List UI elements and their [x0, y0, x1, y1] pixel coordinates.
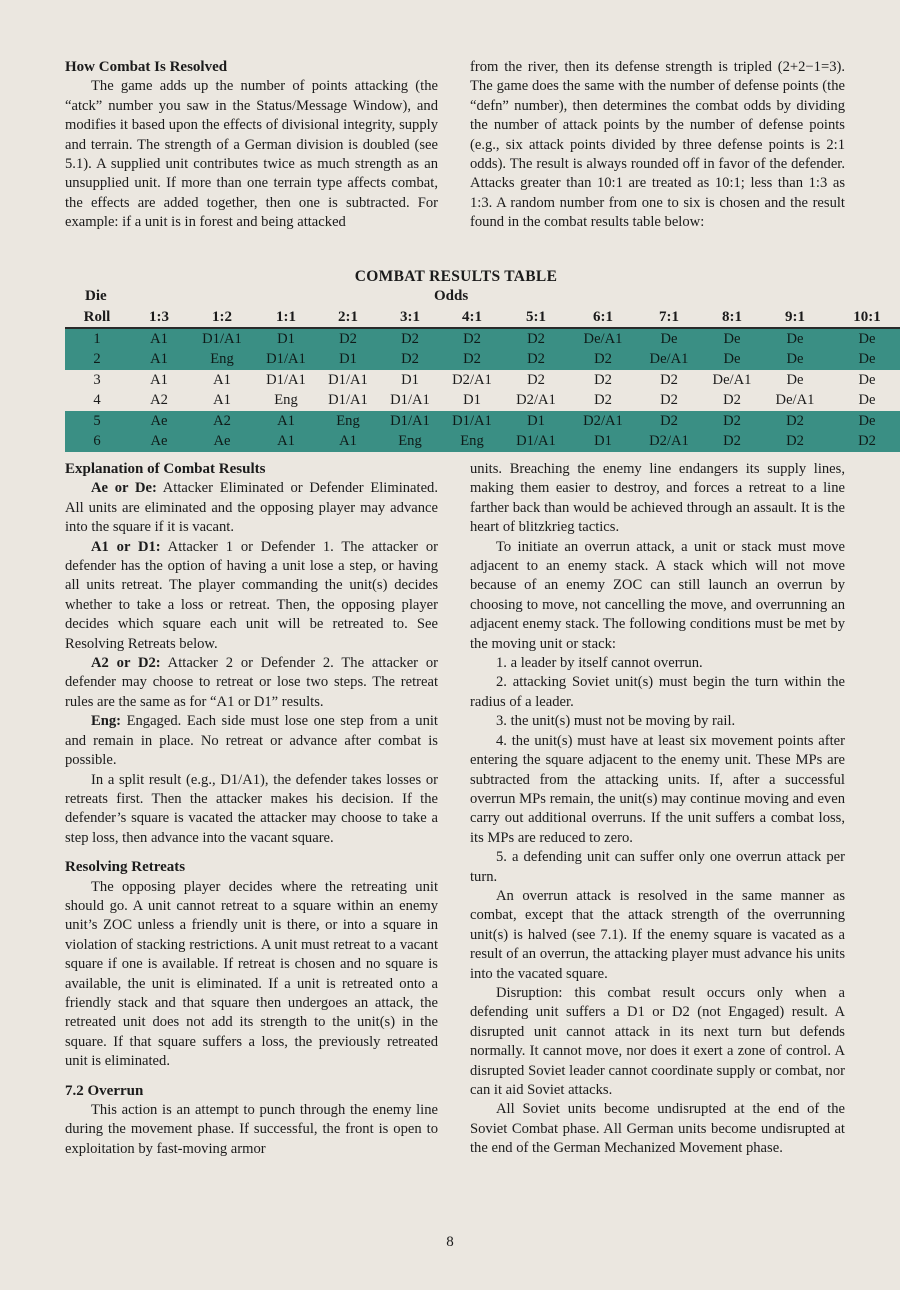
paragraph-breaching: units. Breaching the enemy line endangers its supply lines, making them easier to destroy, and forces a retreat to a line farther back than would be achieved through an assault. It is the heart of blitzkrieg tactics. [470, 461, 845, 536]
odds-column-header: 6:1 [569, 307, 637, 328]
result-cell: A1 [150, 371, 168, 388]
result-cell: D1/A1 [379, 411, 441, 432]
result-cell: D2 [441, 328, 503, 350]
odds-label: Odds [434, 288, 469, 304]
paragraph-disruption: Disruption: this combat result occurs only when a defending unit suffers a D1 or D2 (not Engaged) result. A disrupted unit cannot attack in its next turn but defends normally. It cannot move, nor does it exert a zone of control. A disrupted Soviet leader cannot coordinate supply or combat, nor can it aid Soviet attacks. [470, 984, 845, 1098]
result-cell: D2 [503, 350, 569, 371]
die-roll-cell: 1 [65, 328, 129, 350]
heading-how-combat-resolved: How Combat Is Resolved [65, 59, 228, 75]
combat-results-table [65, 268, 881, 452]
result-cell: D1/A1 [328, 371, 368, 388]
result-cell: De [637, 328, 701, 350]
text-a1-d1: Attacker 1 or Defender 1. The attacker or defender has the option of having a unit lose a step, or having all units retreat. The player commanding the unit(s) decides whether to take a loss or retreat. Then, the opposing player decides which square each unit will be retreated to. See Resolving Retreats below. [65, 538, 439, 652]
paragraph-a1-d1 [65, 538, 438, 654]
die-roll-cell: 6 [65, 432, 129, 453]
result-cell: De [827, 328, 900, 350]
result-cell: A1 [255, 432, 317, 453]
lower-left-column [65, 460, 438, 1159]
result-cell: Ae [129, 411, 189, 432]
result-cell: A2 [150, 392, 168, 409]
paragraph-overrun-resolved: An overrun attack is resolved in the same manner as combat, except that the attack strength of the overrunning unit(s) is halved (see 7.1). If the enemy square is vacated as a result of an overrun, the attacking player must advance his units into the vacated square. [470, 887, 845, 982]
intro-right-column [470, 58, 845, 233]
result-cell: Eng [379, 432, 441, 453]
spacer [65, 848, 438, 858]
result-cell: De [786, 371, 804, 388]
result-cell: Ae [129, 432, 189, 453]
condition-item: 5. a defending unit can suffer only one overrun attack per turn. [470, 849, 845, 885]
result-cell: De [701, 350, 763, 371]
table-row [65, 391, 900, 412]
paragraph-eng [65, 712, 438, 770]
heading-overrun: 7.2 Overrun [65, 1082, 144, 1099]
result-cell: A1 [129, 328, 189, 350]
condition-item: 2. attacking Soviet unit(s) must begin the turn within the radius of a leader. [470, 674, 845, 710]
intro-left-column [65, 58, 438, 233]
result-cell: A1 [317, 432, 379, 453]
table-row [65, 328, 900, 350]
odds-column-header: 4:1 [441, 307, 503, 328]
result-cell: D1 [463, 392, 481, 409]
odds-column-header: 1:1 [255, 307, 317, 328]
paragraph-initiate-overrun: To initiate an overrun attack, a unit or stack must move adjacent to an enemy stack. A stack which will not move because of an enemy ZOC can still launch an overrun by choosing to move, not cancelling the move, and overrunning an adjacent enemy stack. The following conditions must be met by the moving unit or stack: [470, 538, 845, 652]
result-cell: D1 [401, 371, 419, 388]
roll-label: Roll [65, 307, 129, 328]
result-cell: D1 [255, 328, 317, 350]
result-cell: A1 [213, 392, 231, 409]
odds-column-header: 9:1 [763, 307, 827, 328]
result-cell: D2/A1 [516, 392, 556, 409]
term-a2-d2: A2 or D2: [91, 655, 161, 672]
result-cell: A1 [129, 350, 189, 371]
result-cell: De/A1 [712, 371, 752, 388]
text-a2-d2: Attacker 2 or Defender 2. The attacker or defender may choose to retreat or lose two steps. The retreat rules are the same as for “A1 or D1” results. [65, 655, 439, 710]
odds-column-header: 5:1 [503, 307, 569, 328]
odds-column-header: 2:1 [317, 307, 379, 328]
result-cell: D2 [379, 328, 441, 350]
result-cell: A1 [255, 411, 317, 432]
paragraph-overrun-intro: This action is an attempt to punch through the enemy line during the movement phase. If successful, the front is open to exploitation by fast-moving armor [65, 1102, 438, 1157]
page-number: 8 [446, 1234, 454, 1250]
die-roll-cell: 2 [65, 350, 129, 371]
result-cell: D2 [763, 432, 827, 453]
odds-column-header: 8:1 [701, 307, 763, 328]
result-cell: D1/A1 [255, 350, 317, 371]
result-cell: De [827, 350, 900, 371]
table-row [65, 432, 900, 453]
paragraph-defense-odds: from the river, then its defense strength is tripled (2+2−1=3). The game does the same with the number of defense points (the “defn” number), then determines the combat odds by dividing the number of attack points by the number of defense points (e.g., six attack points divided by three defense points is 2:1 odds). The result is always rounded off in favor of the defender. Attacks greater than 10:1 are treated as 10:1; less than 1:3 as 1:3. A random number from one to six is chosen and the result found in the combat results table below: [470, 59, 845, 231]
result-cell: D2/A1 [637, 432, 701, 453]
result-cell: D2 [763, 411, 827, 432]
result-cell: De/A1 [775, 392, 815, 409]
paragraph-retreats: The opposing player decides where the retreating unit should go. A unit cannot retreat to a square within an enemy unit’s ZOC unless a friendly unit is there, or into a square in violation of stacking restrictions. A unit must retreat to a vacant square if one is available. If retreat is chosen and no square is available, the unit is eliminated. If a unit is retreated onto a friendly stack and that square then undergoes an attack, the retreated unit does not add its strength to the unit(s) in the square. If that square suffers a loss, the previously retreated unit is eliminated. [65, 878, 438, 1070]
result-cell: D1/A1 [441, 411, 503, 432]
result-cell: D2 [660, 392, 678, 409]
result-cell: Ae [189, 432, 255, 453]
result-cell: D2 [701, 411, 763, 432]
paragraph-undisrupted: All Soviet units become undisrupted at the end of the Soviet Combat phase. All German units become undisrupted at the end of the German Mechanized Movement phase. [470, 1101, 845, 1157]
term-eng: Eng: [91, 713, 122, 730]
odds-column-header: 7:1 [637, 307, 701, 328]
odds-column-header: 1:2 [189, 307, 255, 328]
result-cell: De/A1 [637, 350, 701, 371]
spacer [65, 1072, 438, 1082]
result-cell: A2 [189, 411, 255, 432]
result-cell: D2 [723, 392, 741, 409]
result-cell: De [701, 328, 763, 350]
paragraph-combat-resolution: The game adds up the number of points attacking (the “atck” number you saw in the Status/Message Window), and modifies it based upon the effects of divisional integrity, supply and terrain. The strength of a German division is doubled (see 5.1). A supplied unit contributes twice as much strength as an unsupplied unit. If more than one terrain type affects combat, the effects are added together, then one is subtracted. For example: if a unit is in forest and being attacked [65, 78, 438, 231]
result-cell: D2 [379, 350, 441, 371]
die-roll-cell: 4 [93, 392, 101, 409]
result-cell: Eng [189, 350, 255, 371]
table-header-upper [65, 288, 847, 307]
result-cell: D2 [637, 411, 701, 432]
result-cell: D1 [317, 350, 379, 371]
result-cell: D2/A1 [452, 371, 492, 388]
heading-explanation: Explanation of Combat Results [65, 461, 266, 477]
result-cell: D2 [569, 350, 637, 371]
result-cell: D2/A1 [569, 411, 637, 432]
lower-right-column [470, 460, 845, 1159]
crt-grid [65, 307, 900, 452]
result-cell: Eng [274, 392, 298, 409]
result-cell: D1/A1 [503, 432, 569, 453]
result-cell: D2 [594, 392, 612, 409]
result-cell: D2 [527, 371, 545, 388]
result-cell: D2 [503, 328, 569, 350]
text-ae-de: Attacker Eliminated or Defender Eliminated. All units are eliminated and the opposing player may advance into the square if it is vacant. [65, 480, 438, 536]
result-cell: D2 [317, 328, 379, 350]
die-label: Die [85, 288, 107, 304]
term-ae-de: Ae or De: [91, 480, 157, 497]
result-cell: D1/A1 [266, 371, 306, 388]
result-cell: De [858, 371, 876, 388]
table-header-row [65, 307, 900, 328]
table-title: COMBAT RESULTS TABLE [354, 268, 558, 285]
result-cell: De [827, 411, 900, 432]
result-cell: De [858, 392, 876, 409]
die-roll-cell: 5 [65, 411, 129, 432]
paragraph-a2-d2 [65, 654, 438, 712]
result-cell: De/A1 [569, 328, 637, 350]
result-cell: Eng [317, 411, 379, 432]
term-a1-d1: A1 or D1: [91, 538, 161, 555]
result-cell: A1 [213, 371, 231, 388]
table-row [65, 411, 900, 432]
result-cell: D1/A1 [390, 392, 430, 409]
result-cell: D2 [660, 371, 678, 388]
odds-column-header: 3:1 [379, 307, 441, 328]
result-cell: D2 [701, 432, 763, 453]
result-cell: De [763, 328, 827, 350]
result-cell: D2 [827, 432, 900, 453]
result-cell: D2 [441, 350, 503, 371]
condition-item: 4. the unit(s) must have at least six movement points after entering the square adjacent to the enemy unit. These MPs are subtracted from the attacking units. If, after a successful overrun MPs remain, the unit(s) may continue moving and even carry out additional overruns. If the unit suffers a combat loss, its MPs are reduced to zero. [470, 732, 845, 846]
die-roll-cell: 3 [93, 371, 101, 388]
result-cell: D1/A1 [328, 392, 368, 409]
paragraph-ae-de [65, 479, 438, 537]
condition-item: 1. a leader by itself cannot overrun. [496, 655, 703, 672]
crt-body [65, 328, 900, 452]
result-cell: Eng [441, 432, 503, 453]
result-cell: D2 [594, 371, 612, 388]
result-cell: De [763, 350, 827, 371]
text-eng: Engaged. Each side must lose one step from a unit and remain in place. No retreat or advance after combat is possible. [65, 713, 438, 769]
condition-item: 3. the unit(s) must not be moving by rail. [496, 713, 736, 730]
odds-column-header: 1:3 [129, 307, 189, 328]
odds-column-header: 10:1 [827, 307, 900, 328]
paragraph-split-result: In a split result (e.g., D1/A1), the defender takes losses or retreats first. Then the attacker makes his decision. If the defender’s square is vacated the attacker may choose to take a step loss, then advance into the vacant square. [65, 771, 438, 846]
table-row [65, 350, 900, 371]
heading-resolving-retreats: Resolving Retreats [65, 859, 186, 876]
result-cell: D1 [503, 411, 569, 432]
result-cell: D1 [569, 432, 637, 453]
result-cell: D1/A1 [189, 328, 255, 350]
table-row [65, 370, 900, 391]
